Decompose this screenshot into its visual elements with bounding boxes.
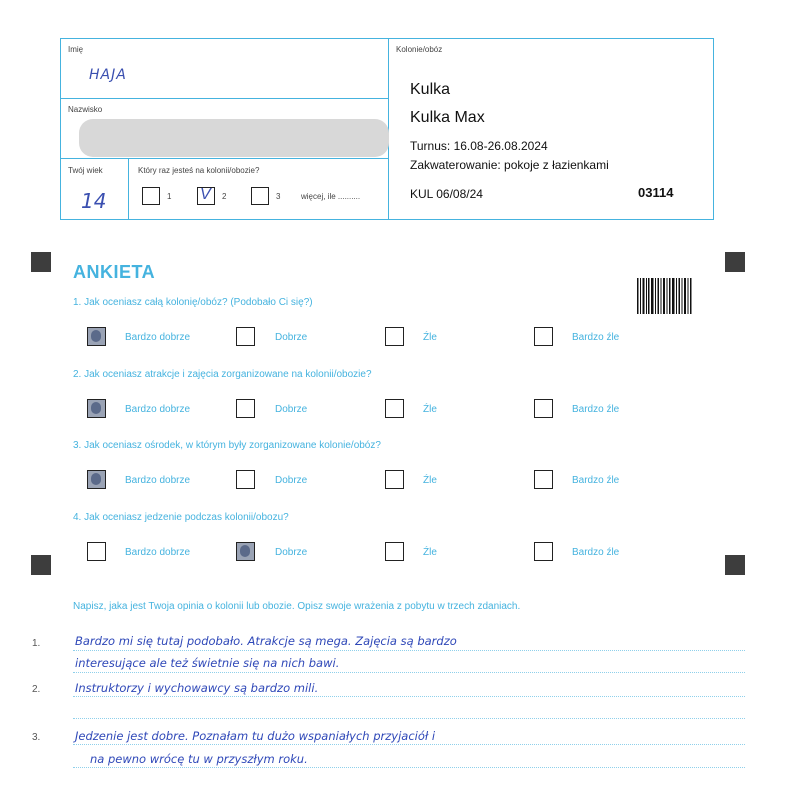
answer-checkbox[interactable] <box>87 399 106 418</box>
question-text: 4. Jak oceniasz jedzenie podczas kolonii/obozu? <box>73 512 289 523</box>
answer-label: Bardzo dobrze <box>125 404 191 415</box>
opinion-line[interactable]: na pewno wrócę tu w przyszłym roku. <box>90 752 308 766</box>
registration-marker <box>725 555 745 575</box>
registration-marker <box>725 252 745 272</box>
checkmark-icon: V <box>200 186 211 203</box>
question-text: 2. Jak oceniasz atrakcje i zajęcia zorganizowane na kolonii/obozie? <box>73 369 372 380</box>
opinion-instruction: Napisz, jaka jest Twoja opinia o kolonii lub obozie. Opisz swoje wrażenia z pobytu w trzech zdaniach. <box>73 601 521 612</box>
answer-checkbox[interactable] <box>236 399 255 418</box>
answer-label: Bardzo źle <box>572 332 620 343</box>
question-text: 3. Jak oceniasz ośrodek, w którym były zorganizowane kolonie/obóz? <box>73 440 381 451</box>
header-form <box>60 38 714 220</box>
wiek-label: Twój wiek <box>68 166 103 175</box>
imie-value[interactable]: HAJA <box>89 67 127 83</box>
dotted-line <box>73 744 745 745</box>
turnus: Turnus: 16.08-26.08.2024 <box>410 139 548 153</box>
line-number: 3. <box>32 732 41 743</box>
answer-checkbox[interactable] <box>87 542 106 561</box>
kolonie-label: Kolonie/obóz <box>396 45 443 54</box>
answer-label: Bardzo źle <box>572 404 620 415</box>
opinion-line[interactable]: Bardzo mi się tutaj podobało. Atrakcje są mega. Zajęcia są bardzo <box>75 634 457 648</box>
dotted-line <box>73 696 745 697</box>
answer-label: Dobrze <box>275 404 308 415</box>
ktory-raz-checkbox-3[interactable] <box>251 187 269 205</box>
dotted-line <box>73 718 745 719</box>
answer-checkbox[interactable] <box>385 399 404 418</box>
answer-checkbox[interactable] <box>87 470 106 489</box>
ktory-raz-option-1: 1 <box>167 192 172 201</box>
barcode-icon <box>637 278 692 314</box>
answer-label: Dobrze <box>275 475 308 486</box>
answer-checkbox[interactable] <box>236 470 255 489</box>
ktory-raz-more: więcej, ile .......... <box>301 192 361 201</box>
wiek-value[interactable]: 14 <box>81 189 107 213</box>
kolonia-name: Kulka <box>410 81 451 98</box>
answer-checkbox[interactable] <box>385 542 404 561</box>
answer-label: Dobrze <box>275 547 308 558</box>
answer-label: Źle <box>423 475 437 486</box>
answer-label: Źle <box>423 332 437 343</box>
answer-label: Bardzo źle <box>572 547 620 558</box>
divider <box>61 98 388 99</box>
ktory-raz-option-3: 3 <box>276 192 281 201</box>
question-text: 1. Jak oceniasz całą kolonię/obóz? (Podobało Ci się?) <box>73 297 313 308</box>
ktory-raz-checkbox-1[interactable] <box>142 187 160 205</box>
answer-checkbox[interactable] <box>236 327 255 346</box>
registration-marker <box>31 555 51 575</box>
dotted-line <box>73 672 745 673</box>
code-left: KUL 06/08/24 <box>410 187 483 201</box>
line-number: 1. <box>32 638 41 649</box>
imie-label: Imię <box>68 45 84 54</box>
answer-label: Bardzo dobrze <box>125 332 191 343</box>
answer-checkbox[interactable] <box>87 327 106 346</box>
answer-label: Dobrze <box>275 332 308 343</box>
divider <box>128 158 129 219</box>
kolonia-full: Kulka Max <box>410 109 485 126</box>
opinion-line[interactable]: Instruktorzy i wychowawcy są bardzo mili. <box>75 681 319 695</box>
survey-title: ANKIETA <box>73 262 156 282</box>
dotted-line <box>73 650 745 651</box>
registration-marker <box>31 252 51 272</box>
answer-checkbox[interactable] <box>385 470 404 489</box>
answer-checkbox[interactable] <box>534 399 553 418</box>
answer-checkbox[interactable] <box>534 542 553 561</box>
opinion-line[interactable]: Jedzenie jest dobre. Poznałam tu dużo wspaniałych przyjaciół i <box>75 729 436 743</box>
answer-checkbox[interactable] <box>385 327 404 346</box>
nazwisko-redacted[interactable] <box>79 119 389 157</box>
divider <box>61 158 388 159</box>
ktory-raz-option-2: 2 <box>222 192 227 201</box>
answer-checkbox[interactable] <box>236 542 255 561</box>
opinion-line[interactable]: interesujące ale też świetnie się na nich bawi. <box>75 656 340 670</box>
answer-checkbox[interactable] <box>534 327 553 346</box>
code-right: 03114 <box>638 185 674 200</box>
answer-label: Źle <box>423 547 437 558</box>
answer-label: Bardzo dobrze <box>125 475 191 486</box>
answer-label: Bardzo źle <box>572 475 620 486</box>
zakwaterowanie: Zakwaterowanie: pokoje z łazienkami <box>410 158 609 172</box>
answer-label: Bardzo dobrze <box>125 547 191 558</box>
ktory-raz-label: Który raz jesteś na kolonii/obozie? <box>138 166 260 175</box>
dotted-line <box>73 767 745 768</box>
answer-checkbox[interactable] <box>534 470 553 489</box>
nazwisko-label: Nazwisko <box>68 105 103 114</box>
answer-label: Źle <box>423 404 437 415</box>
line-number: 2. <box>32 684 41 695</box>
